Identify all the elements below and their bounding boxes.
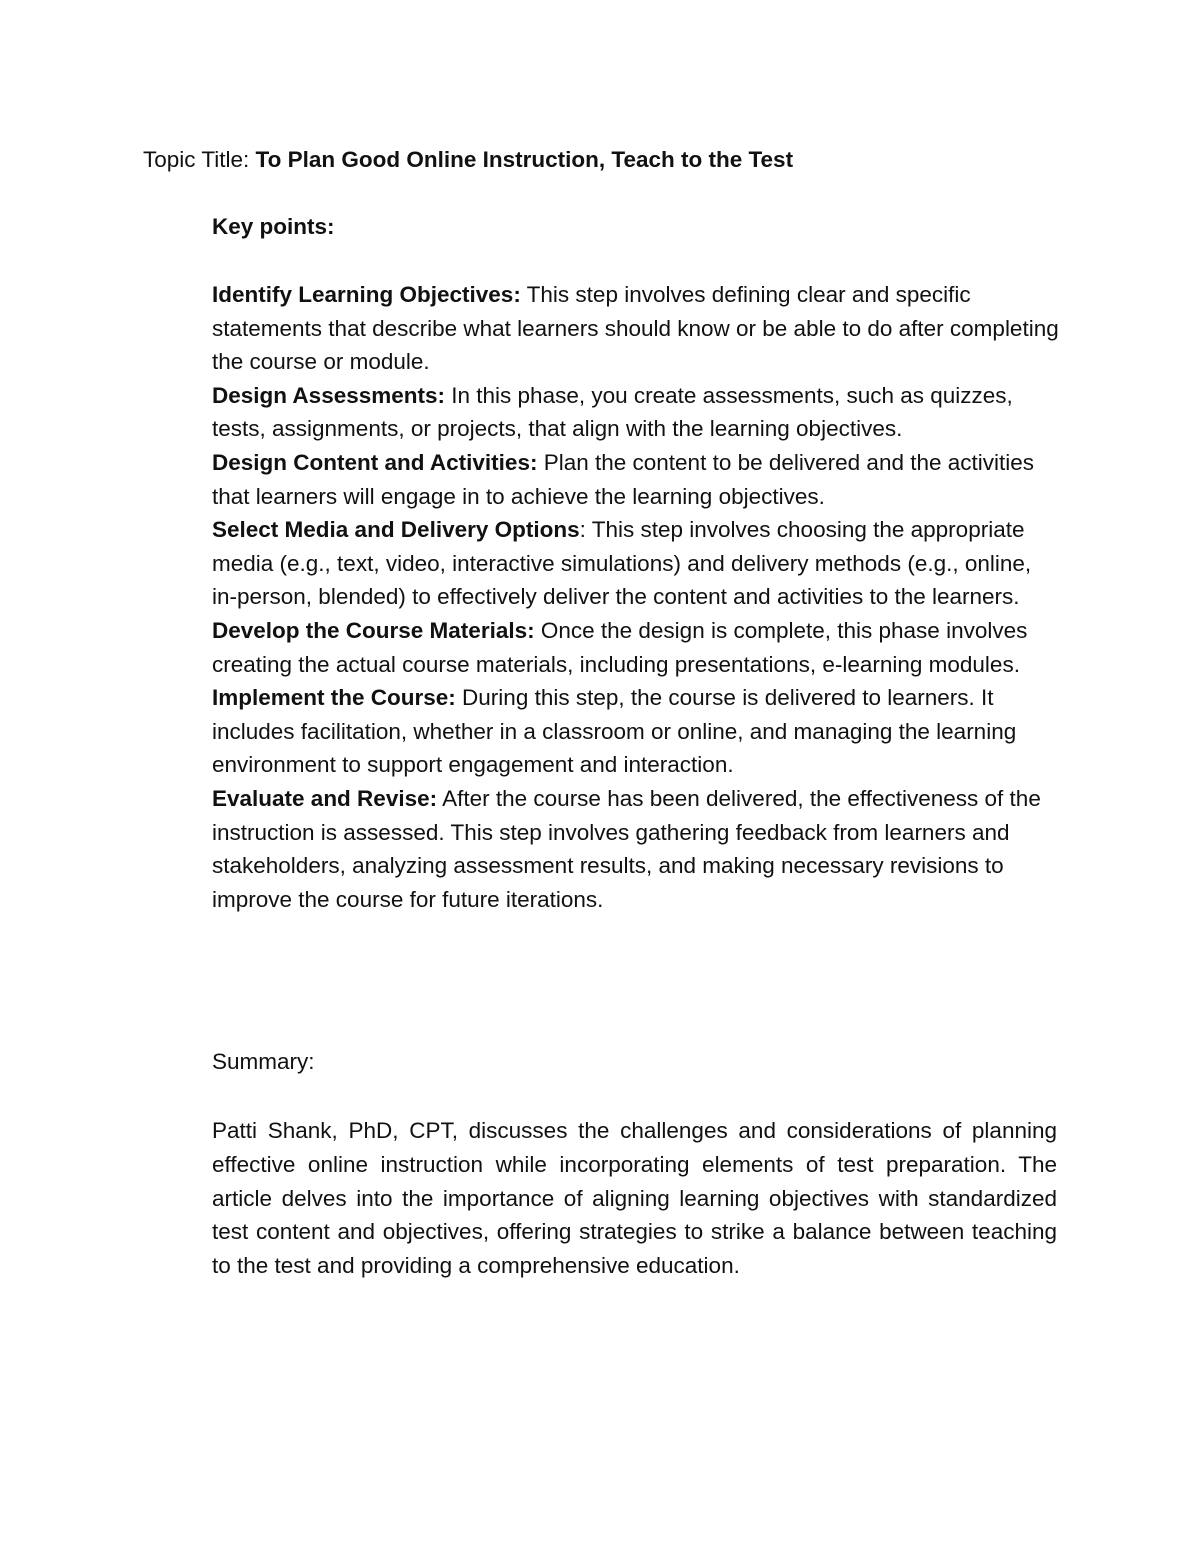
topic-label: Topic Title: — [143, 147, 256, 172]
key-point-term: Develop the Course Materials: — [212, 617, 535, 643]
key-point-term: Evaluate and Revise: — [212, 785, 438, 811]
key-point-term: Design Content and Activities: — [212, 449, 538, 475]
key-point-term: Identify Learning Objectives: — [212, 282, 521, 307]
topic-title: To Plan Good Online Instruction, Teach to the Test — [255, 147, 794, 172]
key-point-design-content — [212, 446, 1062, 513]
key-point-design-assessments — [212, 379, 1062, 446]
key-points-heading: Key points: — [212, 214, 335, 239]
key-point-term: Implement the Course: — [212, 685, 456, 711]
key-point-term: Design Assessments: — [212, 382, 446, 408]
key-point-text: Plan the content to be delivered and the activities that learners will engage in to achieve the learning objectives. — [212, 449, 1035, 509]
key-point-text: This step involves defining clear and specific statements that describe what learners should know or be able to do after completing the course or module. — [212, 282, 1059, 375]
key-point-text: : This step involves choosing the appropriate media (e.g., text, video, interactive simulations) and delivery methods (e.g., online, in-person, blended) to effectively deliver the content and activities to the learners. — [212, 517, 1032, 610]
key-point-select-media — [212, 513, 1062, 614]
key-point-implement-course — [212, 681, 1062, 782]
key-point-text: Once the design is complete, this phase involves creating the actual course materials, including presentations, e-learning modules. — [212, 617, 1028, 677]
key-point-text: After the course has been delivered, the effectiveness of the instruction is assessed. This step involves gathering feedback from learners and stakeholders, analyzing assessment results, and making necessary revisions to improve the course for future iterations. — [212, 785, 1041, 912]
key-point-evaluate-revise — [212, 782, 1062, 916]
key-point-identify-objectives — [212, 278, 1062, 379]
key-point-term: Select Media and Delivery Options — [212, 517, 580, 543]
key-point-develop-materials — [212, 614, 1062, 681]
summary-heading: Summary: — [212, 1049, 315, 1074]
key-point-text: During this step, the course is delivered to learners. It includes facilitation, whether in a classroom or online, and managing the learning environment to support engagement and interaction. — [212, 685, 1017, 778]
summary-paragraph: Patti Shank, PhD, CPT, discusses the challenges and considerations of planning effective online instruction while incorporating elements of test preparation. The article delves into the importance of aligning learning objectives with standardized test content and objectives, offering strategies to strike a balance between teaching to the test and providing a comprehensive education. — [212, 1118, 1057, 1279]
key-points-list — [212, 278, 1062, 916]
topic-title-line — [143, 143, 793, 177]
key-point-text: In this phase, you create assessments, such as quizzes, tests, assignments, or projects, that align with the learning objectives. — [212, 382, 1013, 442]
